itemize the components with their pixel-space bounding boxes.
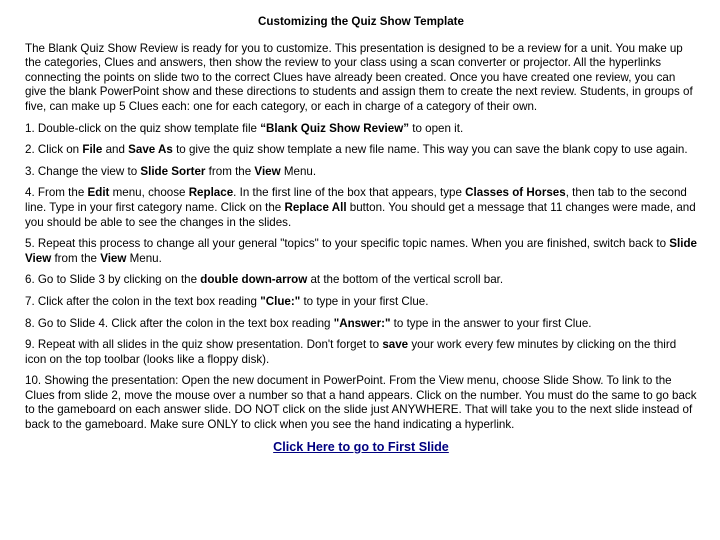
step-5	[25, 237, 697, 266]
step-9-save: save	[382, 338, 409, 352]
step-3	[25, 165, 697, 180]
step-3-text: 3. Change the view to	[25, 164, 141, 178]
step-3-slide-sorter: Slide Sorter	[140, 164, 206, 178]
step-2-text: and	[102, 143, 129, 157]
step-2-save-as: Save As	[128, 143, 173, 157]
step-7-text: 7. Click after the colon in the text box reading	[25, 294, 261, 308]
step-9	[25, 338, 697, 367]
step-2-text: 2. Click on	[25, 143, 83, 157]
step-8-answer-label: "Answer:"	[333, 316, 391, 330]
step-6	[25, 273, 697, 288]
step-7	[25, 295, 697, 310]
step-4-replace: Replace	[188, 186, 234, 200]
step-4-classes-of-horses: Classes of Horses	[465, 186, 566, 200]
step-1-filename: “Blank Quiz Show Review”	[260, 121, 410, 135]
page-title: Customizing the Quiz Show Template	[258, 15, 464, 28]
intro-paragraph: The Blank Quiz Show Review is ready for you to customize. This presentation is designed to be a review for a unit. You make up the categories, Clues and answers, then show the review to your class using a scan converter or projector. All the hyperlinks connecting the points on slide two to the correct Clues have already been created. Once you have created one review, you can give the blank PowerPoint show and these directions to students and assign them to create the next review. Students, in groups of five, can make up 5 Clues each: one for each category, or each in charge of a category of their own.	[25, 41, 693, 113]
step-8	[25, 317, 697, 332]
step-9-text: 9. Repeat with all slides in the quiz show presentation. Don't forget to	[25, 338, 383, 352]
step-8-text: 8. Go to Slide 4. Click after the colon in the text box reading	[25, 316, 334, 330]
step-3-text: Menu.	[280, 164, 317, 178]
document-page	[25, 15, 697, 455]
step-10-text: 10. Showing the presentation: Open the new document in PowerPoint. From the View menu, choose Slide Show. To link to the Clues from slide 2, move the mouse over a number so that a hand appears. Click on the number. You must do the same to go back to the gameboard on each answer slide. DO NOT click on the slide just ANYWHERE. That will take you to the next slide instead of back to the gameboard. Make sure ONLY to click when you see the hand indicating a hyperlink.	[25, 374, 697, 432]
step-3-text: from the	[205, 164, 255, 178]
step-5-view-menu: View	[100, 251, 127, 265]
step-5-text: 5. Repeat this process to change all your general "topics" to your specific topic names. When you are finished, switch back to	[25, 237, 670, 251]
step-4-edit-menu: Edit	[87, 186, 110, 200]
step-1-text: 1. Double-click on the quiz show template file	[25, 121, 261, 135]
step-3-view-menu: View	[254, 164, 281, 178]
step-6-text: 6. Go to Slide 3 by clicking on the	[25, 273, 201, 287]
step-4-replace-all: Replace All	[284, 200, 347, 214]
step-1	[25, 122, 697, 137]
step-7-clue-label: "Clue:"	[260, 294, 301, 308]
step-2-file-menu: File	[82, 143, 103, 157]
step-4	[25, 186, 697, 230]
step-2	[25, 143, 697, 158]
link-container	[25, 440, 697, 456]
step-5-slide-view: Slide View	[25, 237, 698, 265]
step-4-text: 4. From the	[25, 186, 88, 200]
step-4-text: menu, choose	[109, 186, 189, 200]
step-2-text: to give the quiz show template a new file name. This way you can save the blank copy to use again.	[172, 143, 688, 157]
step-5-text: from the	[51, 251, 101, 265]
step-8-text: to type in the answer to your first Clue.	[390, 316, 592, 330]
step-10	[25, 374, 697, 432]
step-4-text: button. You should get a message that 11 changes were made, and you should be able to see the changes in the slides.	[25, 200, 696, 229]
step-9-text: your work every few minutes by clicking on the third icon on the top toolbar (looks like a floppy disk).	[25, 338, 677, 366]
first-slide-link[interactable]: Click Here to go to First Slide	[273, 439, 449, 454]
step-6-text: at the bottom of the vertical scroll bar.	[307, 273, 504, 287]
step-4-text: , then tab to the second line. Type in your first category name. Click on the	[25, 186, 687, 214]
step-1-text: to open it.	[409, 121, 464, 135]
step-6-double-down-arrow: double down-arrow	[200, 273, 308, 287]
step-4-text: . In the first line of the box that appears, type	[233, 186, 466, 200]
step-7-text: to type in your first Clue.	[300, 294, 429, 308]
step-5-text: Menu.	[126, 251, 162, 265]
